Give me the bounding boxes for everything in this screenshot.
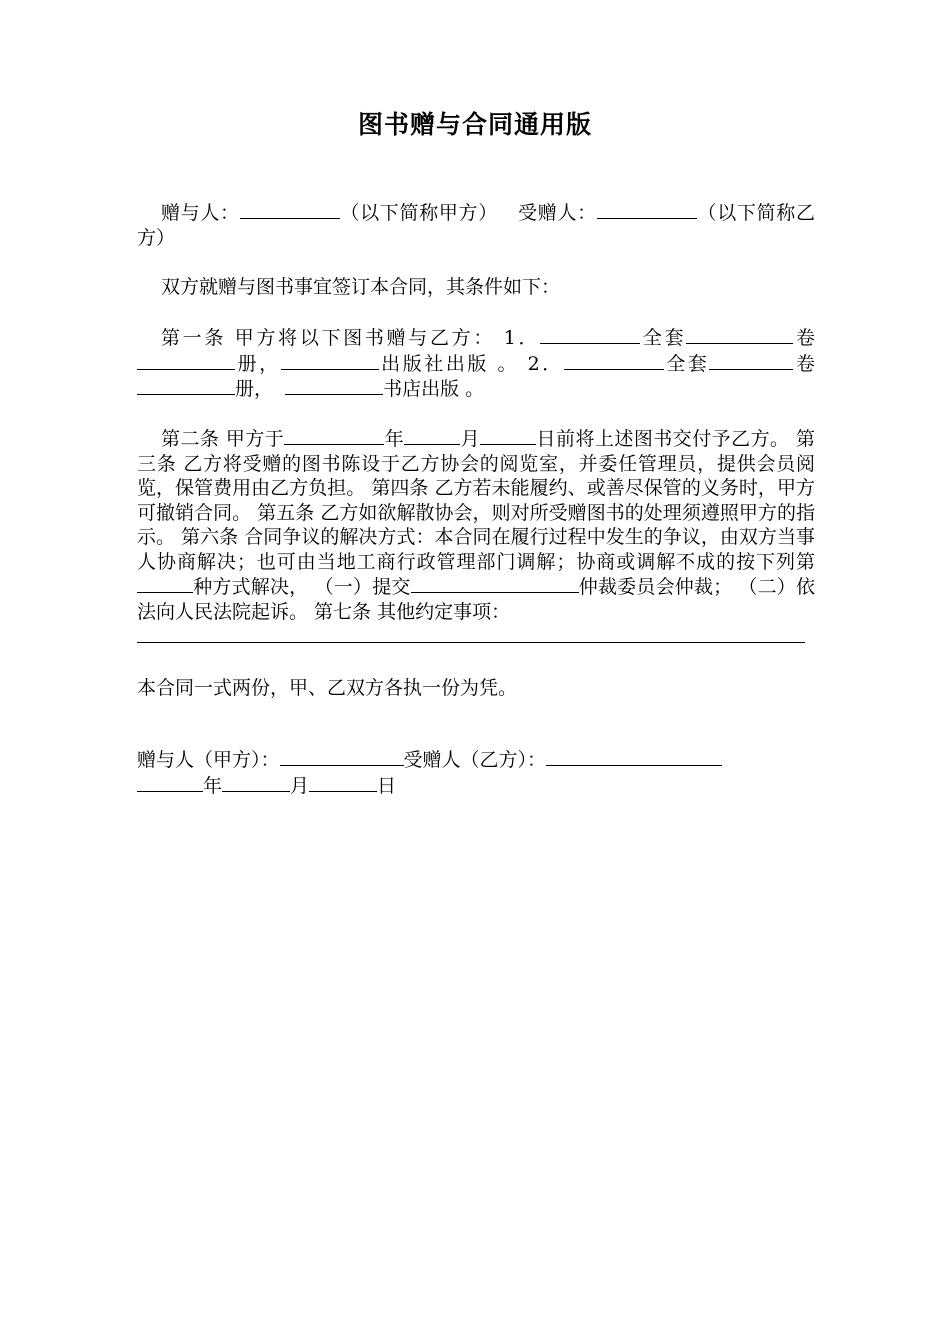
book-1-count-label: 册， [235, 352, 281, 375]
underline-continuation [783, 325, 793, 344]
delivery-year-label: 年 [384, 428, 405, 450]
donor-signature-blank[interactable] [280, 747, 404, 766]
book-2-volumes-blank-b[interactable] [753, 351, 793, 370]
delivery-year-blank[interactable] [284, 426, 384, 445]
delivery-day-blank[interactable] [480, 426, 536, 445]
book-2-title-blank[interactable] [564, 351, 664, 370]
other-terms-blank[interactable] [137, 624, 805, 643]
donee-signature-label: 受赠人（乙方）： [403, 749, 547, 771]
document-title: 图书赠与合同通用版 [357, 110, 592, 139]
book-1-volumes-blank[interactable] [686, 325, 783, 344]
intro-paragraph: 双方就赠与图书事宜签订本合同，其条件如下： [161, 276, 561, 298]
publisher-1-blank[interactable] [281, 351, 379, 370]
book-2-volume-label: 卷 [793, 352, 815, 375]
signature-block [137, 747, 815, 798]
book-1-title-blank[interactable] [540, 325, 640, 344]
article-1-paragraph [137, 325, 815, 402]
sign-day-label: 日 [377, 774, 397, 797]
donor-name-blank[interactable] [240, 200, 340, 219]
book-2-set: 全套 [663, 352, 710, 375]
donee-suffix-2: 简称乙方） [137, 202, 815, 249]
donee-suffix-1: （以下 [696, 202, 757, 224]
parties-paragraph [137, 200, 815, 250]
sign-month-label: 月 [290, 774, 310, 797]
book-2-volumes-blank-a[interactable] [709, 351, 753, 370]
sign-year-label: 年 [203, 774, 223, 797]
donee-signature-blank[interactable] [546, 747, 722, 766]
article-2-lead: 第二条 甲方于 [161, 428, 285, 450]
articles-2-to-6-text: 日前将上述图书交付予乙方。 第三条 乙方将受赠的图书陈设于乙方协会的阅览室，并委任管理员，提供会员阅览，保管费用由乙方负担。 第四条 乙方若未能履约、或善尽保管的义务时，甲方可撤销合同。 第五条 乙方如欲解散协会，则对所受赠图书的处理须遵照甲方的指示。 第六条 合同争议的解决方式：本合同在履行过程中发生的争议，由双方当事人协商解决；也可由当地工商行政管理部门调解；协商或调解不成的按下列第 [137, 428, 815, 573]
closing-paragraph: 本合同一式两份，甲、乙双方各执一份为凭。 [137, 677, 518, 699]
delivery-month-blank[interactable] [404, 426, 460, 445]
dispute-method-blank[interactable] [137, 574, 193, 593]
sign-day-blank[interactable] [309, 773, 377, 792]
article-1-lead: 第一条 甲方将以下图书赠与乙方： 1． [161, 327, 541, 349]
sign-month-blank[interactable] [222, 773, 290, 792]
donee-name-blank[interactable] [597, 200, 697, 219]
sign-year-blank[interactable] [137, 773, 203, 792]
article-2-paragraph [137, 426, 815, 647]
publisher-1-label: 出版社出版 。 2． [378, 352, 564, 375]
book-2-count-label: 册， [235, 378, 274, 400]
book-1-count-blank[interactable] [137, 351, 235, 370]
store-2-label: 书店出版 。 [383, 378, 485, 400]
donor-label: 赠与人： [161, 202, 240, 224]
arbitration-text: 仲裁委员会仲裁； （二）依法向人民法院起诉。 第七条 其他约定事项： [137, 576, 815, 623]
arbitration-committee-blank[interactable] [411, 574, 579, 593]
book-1-volume-label: 卷 [793, 327, 815, 349]
store-2-blank[interactable] [285, 376, 383, 395]
donor-suffix: （以下简称甲方） [339, 202, 498, 224]
book-2-count-blank[interactable] [137, 376, 235, 395]
dispute-method-text: 种方式解决， （一）提交 [193, 576, 411, 598]
book-1-set: 全套 [640, 327, 687, 349]
delivery-month-label: 月 [460, 428, 481, 450]
donee-label: 受赠人： [518, 202, 597, 224]
donor-signature-label: 赠与人（甲方）： [137, 749, 280, 771]
